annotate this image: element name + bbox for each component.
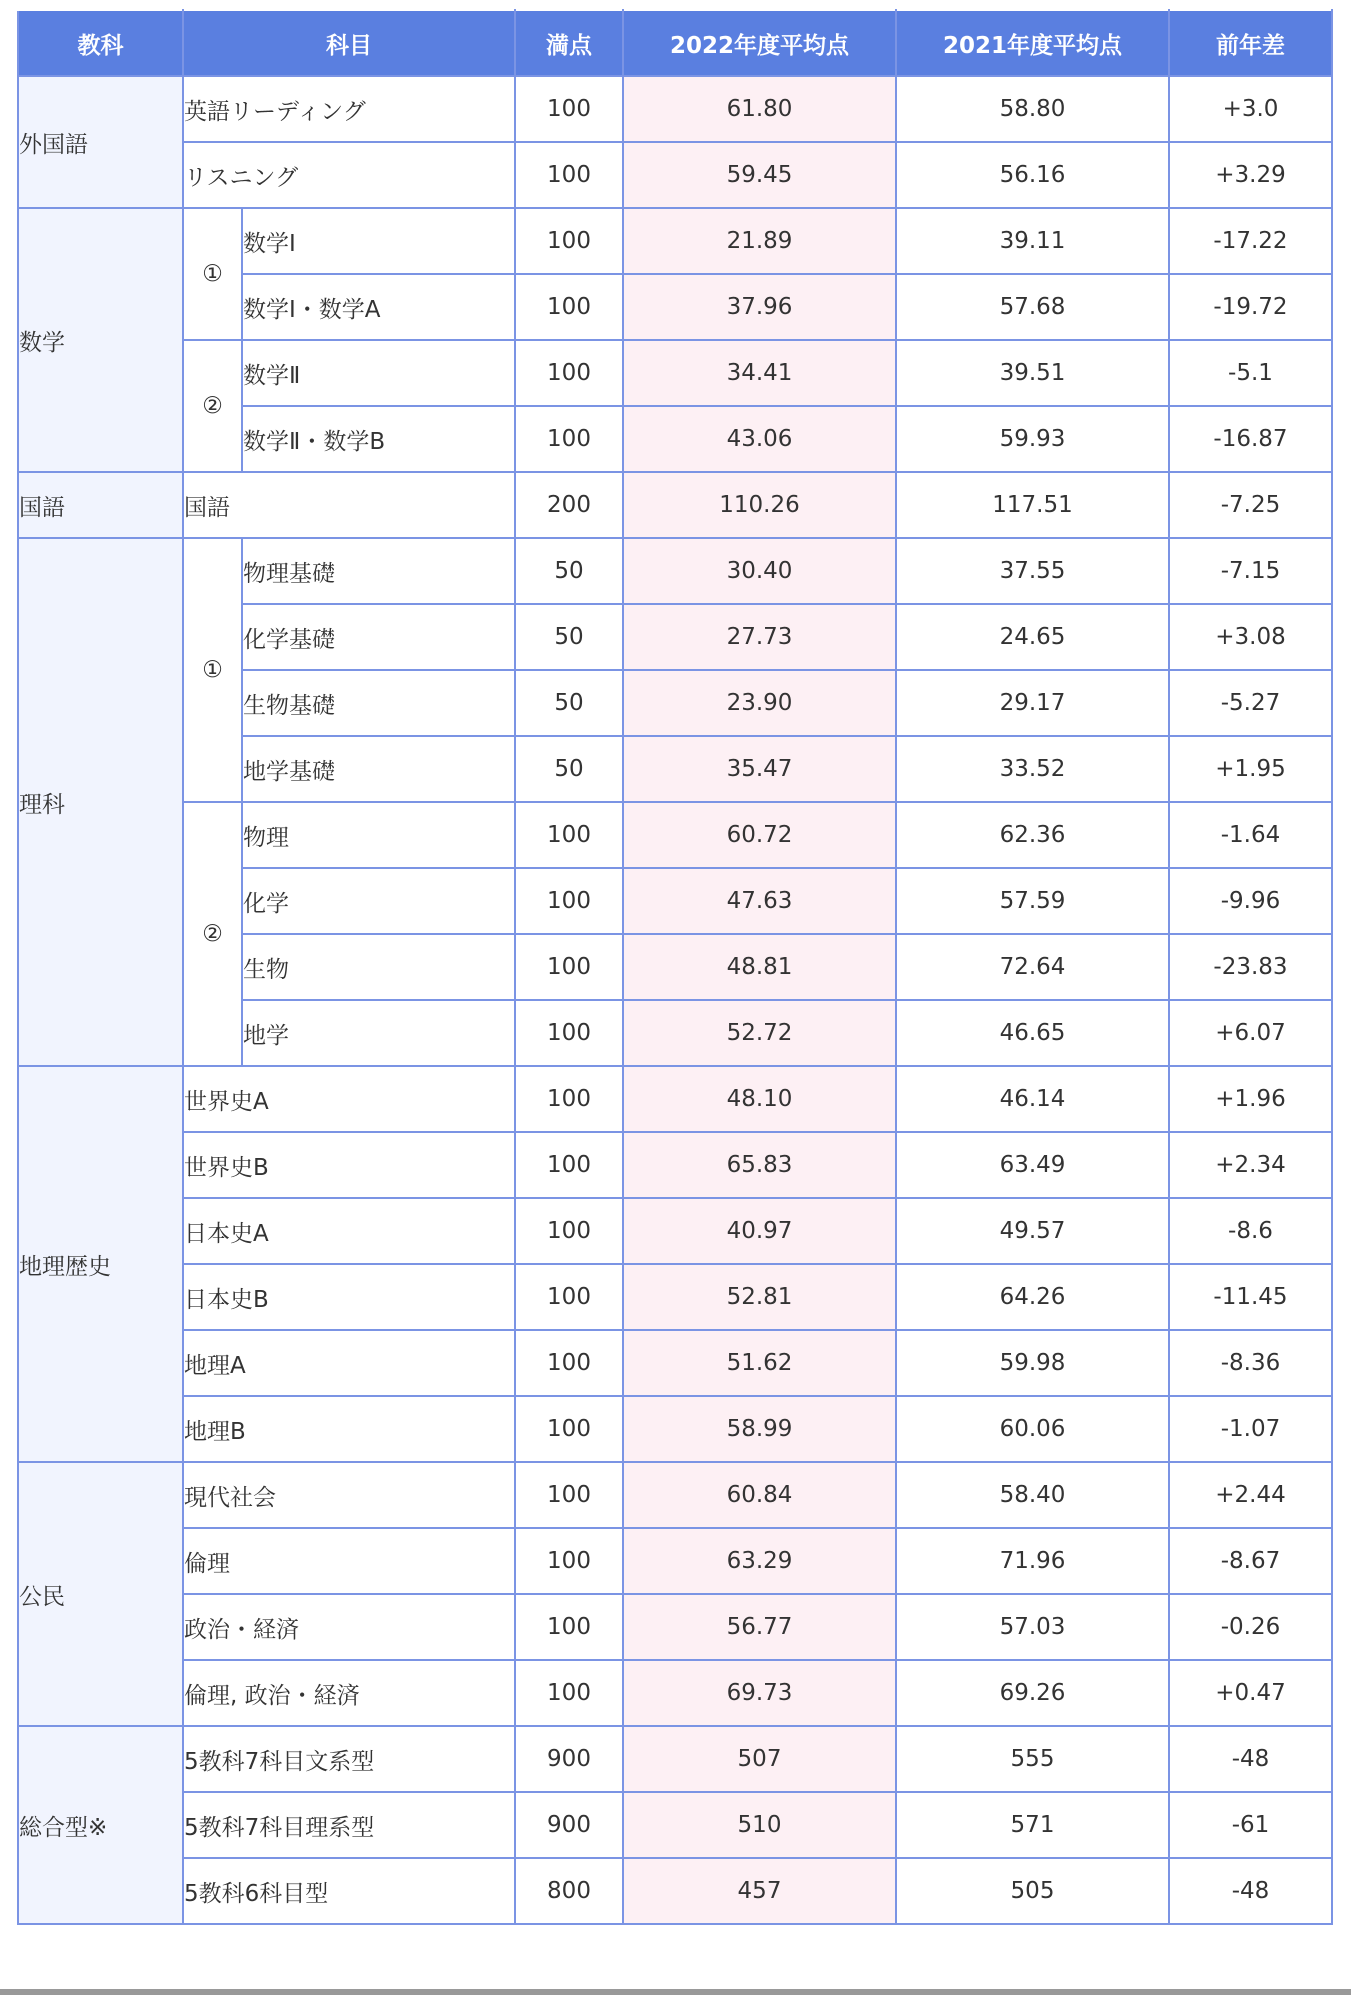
subject-cell: 化学基礎 [242, 604, 515, 670]
table-row [18, 1132, 1332, 1198]
table-row [18, 472, 1332, 538]
category-cell: 外国語 [18, 76, 183, 208]
avg-2022-cell: 47.63 [623, 868, 896, 934]
group-marker: ① [183, 208, 242, 340]
bottom-divider [0, 1989, 1351, 1995]
avg-2022-cell: 507 [623, 1726, 896, 1792]
avg-2022-cell: 110.26 [623, 472, 896, 538]
table-row [18, 76, 1332, 142]
diff-cell: +1.95 [1169, 736, 1332, 802]
avg-2022-cell: 30.40 [623, 538, 896, 604]
table-row [18, 1660, 1332, 1726]
max-score-cell: 50 [515, 670, 623, 736]
subject-cell: 日本史A [183, 1198, 515, 1264]
max-score-cell: 100 [515, 1132, 623, 1198]
header-subject: 科目 [183, 10, 515, 76]
header-avg-2021: 2021年度平均点 [896, 10, 1169, 76]
category-cell: 総合型※ [18, 1726, 183, 1924]
diff-cell: +2.34 [1169, 1132, 1332, 1198]
avg-2021-cell: 64.26 [896, 1264, 1169, 1330]
subject-cell: 英語リーディング [183, 76, 515, 142]
table-row [18, 142, 1332, 208]
table-row [18, 1330, 1332, 1396]
max-score-cell: 200 [515, 472, 623, 538]
avg-2021-cell: 24.65 [896, 604, 1169, 670]
max-score-cell: 900 [515, 1726, 623, 1792]
table-row [18, 1594, 1332, 1660]
table-row [18, 1858, 1332, 1924]
avg-2022-cell: 51.62 [623, 1330, 896, 1396]
diff-cell: -7.15 [1169, 538, 1332, 604]
table-row [18, 340, 1332, 406]
avg-2021-cell: 60.06 [896, 1396, 1169, 1462]
subject-cell: 世界史A [183, 1066, 515, 1132]
avg-2021-cell: 69.26 [896, 1660, 1169, 1726]
avg-2022-cell: 60.72 [623, 802, 896, 868]
diff-cell: -9.96 [1169, 868, 1332, 934]
avg-2021-cell: 37.55 [896, 538, 1169, 604]
table-row [18, 802, 1332, 868]
avg-2021-cell: 46.65 [896, 1000, 1169, 1066]
diff-cell: -8.67 [1169, 1528, 1332, 1594]
avg-2022-cell: 52.72 [623, 1000, 896, 1066]
avg-2021-cell: 117.51 [896, 472, 1169, 538]
max-score-cell: 100 [515, 1396, 623, 1462]
subject-cell: 日本史B [183, 1264, 515, 1330]
subject-cell: 国語 [183, 472, 515, 538]
max-score-cell: 100 [515, 934, 623, 1000]
max-score-cell: 100 [515, 1660, 623, 1726]
subject-cell: 地理A [183, 1330, 515, 1396]
max-score-cell: 100 [515, 1462, 623, 1528]
header-max-score: 満点 [515, 10, 623, 76]
category-cell: 国語 [18, 472, 183, 538]
score-table [17, 9, 1333, 1925]
avg-2022-cell: 65.83 [623, 1132, 896, 1198]
avg-2021-cell: 29.17 [896, 670, 1169, 736]
max-score-cell: 100 [515, 868, 623, 934]
diff-cell: -8.36 [1169, 1330, 1332, 1396]
max-score-cell: 100 [515, 1066, 623, 1132]
max-score-cell: 50 [515, 736, 623, 802]
table-row [18, 1726, 1332, 1792]
avg-2021-cell: 57.68 [896, 274, 1169, 340]
avg-2021-cell: 57.03 [896, 1594, 1169, 1660]
max-score-cell: 100 [515, 274, 623, 340]
diff-cell: -5.1 [1169, 340, 1332, 406]
max-score-cell: 100 [515, 142, 623, 208]
diff-cell: -23.83 [1169, 934, 1332, 1000]
max-score-cell: 100 [515, 208, 623, 274]
subject-cell: 倫理, 政治・経済 [183, 1660, 515, 1726]
diff-cell: +3.08 [1169, 604, 1332, 670]
category-cell: 地理歴史 [18, 1066, 183, 1462]
diff-cell: +0.47 [1169, 1660, 1332, 1726]
avg-2022-cell: 63.29 [623, 1528, 896, 1594]
subject-cell: 数学Ⅰ・数学A [242, 274, 515, 340]
avg-2022-cell: 510 [623, 1792, 896, 1858]
diff-cell: +3.29 [1169, 142, 1332, 208]
max-score-cell: 100 [515, 1264, 623, 1330]
diff-cell: -8.6 [1169, 1198, 1332, 1264]
avg-2021-cell: 555 [896, 1726, 1169, 1792]
subject-cell: 現代社会 [183, 1462, 515, 1528]
diff-cell: +1.96 [1169, 1066, 1332, 1132]
max-score-cell: 800 [515, 1858, 623, 1924]
subject-cell: 化学 [242, 868, 515, 934]
subject-cell: 地学基礎 [242, 736, 515, 802]
header-category: 教科 [18, 10, 183, 76]
avg-2022-cell: 40.97 [623, 1198, 896, 1264]
table-row [18, 1528, 1332, 1594]
avg-2021-cell: 63.49 [896, 1132, 1169, 1198]
diff-cell: -1.64 [1169, 802, 1332, 868]
diff-cell: -0.26 [1169, 1594, 1332, 1660]
category-cell: 公民 [18, 1462, 183, 1726]
max-score-cell: 900 [515, 1792, 623, 1858]
avg-2022-cell: 48.81 [623, 934, 896, 1000]
subject-cell: 世界史B [183, 1132, 515, 1198]
subject-cell: 地理B [183, 1396, 515, 1462]
table-row [18, 1792, 1332, 1858]
diff-cell: -5.27 [1169, 670, 1332, 736]
avg-2022-cell: 56.77 [623, 1594, 896, 1660]
max-score-cell: 100 [515, 802, 623, 868]
diff-cell: -48 [1169, 1858, 1332, 1924]
avg-2022-cell: 58.99 [623, 1396, 896, 1462]
table-row [18, 538, 1332, 604]
subject-cell: 倫理 [183, 1528, 515, 1594]
avg-2021-cell: 49.57 [896, 1198, 1169, 1264]
header-diff: 前年差 [1169, 10, 1332, 76]
diff-cell: -48 [1169, 1726, 1332, 1792]
avg-2022-cell: 48.10 [623, 1066, 896, 1132]
avg-2021-cell: 58.40 [896, 1462, 1169, 1528]
table-row [18, 1462, 1332, 1528]
subject-cell: 地学 [242, 1000, 515, 1066]
avg-2022-cell: 52.81 [623, 1264, 896, 1330]
max-score-cell: 100 [515, 1000, 623, 1066]
subject-cell: 政治・経済 [183, 1594, 515, 1660]
avg-2021-cell: 39.51 [896, 340, 1169, 406]
subject-cell: 5教科7科目文系型 [183, 1726, 515, 1792]
diff-cell: -61 [1169, 1792, 1332, 1858]
avg-2022-cell: 21.89 [623, 208, 896, 274]
table-row [18, 1264, 1332, 1330]
max-score-cell: 100 [515, 76, 623, 142]
table-row [18, 208, 1332, 274]
avg-2021-cell: 62.36 [896, 802, 1169, 868]
avg-2021-cell: 59.93 [896, 406, 1169, 472]
category-cell: 数学 [18, 208, 183, 472]
header-avg-2022: 2022年度平均点 [623, 10, 896, 76]
avg-2021-cell: 571 [896, 1792, 1169, 1858]
avg-2022-cell: 457 [623, 1858, 896, 1924]
max-score-cell: 100 [515, 406, 623, 472]
subject-cell: 物理基礎 [242, 538, 515, 604]
avg-2022-cell: 60.84 [623, 1462, 896, 1528]
avg-2021-cell: 59.98 [896, 1330, 1169, 1396]
table-row [18, 1396, 1332, 1462]
category-cell: 理科 [18, 538, 183, 1066]
group-marker: ① [183, 538, 242, 802]
diff-cell: -11.45 [1169, 1264, 1332, 1330]
diff-cell: -1.07 [1169, 1396, 1332, 1462]
avg-2021-cell: 71.96 [896, 1528, 1169, 1594]
diff-cell: +3.0 [1169, 76, 1332, 142]
group-marker: ② [183, 802, 242, 1066]
subject-cell: 5教科6科目型 [183, 1858, 515, 1924]
subject-cell: 生物 [242, 934, 515, 1000]
table-row [18, 1066, 1332, 1132]
avg-2022-cell: 43.06 [623, 406, 896, 472]
subject-cell: 数学Ⅱ・数学B [242, 406, 515, 472]
subject-cell: 数学Ⅱ [242, 340, 515, 406]
avg-2022-cell: 34.41 [623, 340, 896, 406]
avg-2021-cell: 39.11 [896, 208, 1169, 274]
subject-cell: 5教科7科目理系型 [183, 1792, 515, 1858]
diff-cell: +2.44 [1169, 1462, 1332, 1528]
max-score-cell: 100 [515, 1198, 623, 1264]
max-score-cell: 100 [515, 1330, 623, 1396]
avg-2022-cell: 23.90 [623, 670, 896, 736]
max-score-cell: 100 [515, 1528, 623, 1594]
avg-2022-cell: 69.73 [623, 1660, 896, 1726]
avg-2022-cell: 61.80 [623, 76, 896, 142]
subject-cell: 生物基礎 [242, 670, 515, 736]
avg-2021-cell: 33.52 [896, 736, 1169, 802]
subject-cell: 物理 [242, 802, 515, 868]
avg-2021-cell: 58.80 [896, 76, 1169, 142]
diff-cell: -19.72 [1169, 274, 1332, 340]
subject-cell: リスニング [183, 142, 515, 208]
max-score-cell: 50 [515, 538, 623, 604]
table-row [18, 1198, 1332, 1264]
avg-2022-cell: 27.73 [623, 604, 896, 670]
avg-2022-cell: 59.45 [623, 142, 896, 208]
avg-2021-cell: 46.14 [896, 1066, 1169, 1132]
avg-2021-cell: 72.64 [896, 934, 1169, 1000]
avg-2021-cell: 505 [896, 1858, 1169, 1924]
avg-2022-cell: 37.96 [623, 274, 896, 340]
max-score-cell: 100 [515, 340, 623, 406]
group-marker: ② [183, 340, 242, 472]
diff-cell: -16.87 [1169, 406, 1332, 472]
max-score-cell: 100 [515, 1594, 623, 1660]
max-score-cell: 50 [515, 604, 623, 670]
subject-cell: 数学Ⅰ [242, 208, 515, 274]
avg-2021-cell: 57.59 [896, 868, 1169, 934]
diff-cell: +6.07 [1169, 1000, 1332, 1066]
diff-cell: -7.25 [1169, 472, 1332, 538]
avg-2021-cell: 56.16 [896, 142, 1169, 208]
header-row [18, 10, 1332, 76]
diff-cell: -17.22 [1169, 208, 1332, 274]
avg-2022-cell: 35.47 [623, 736, 896, 802]
